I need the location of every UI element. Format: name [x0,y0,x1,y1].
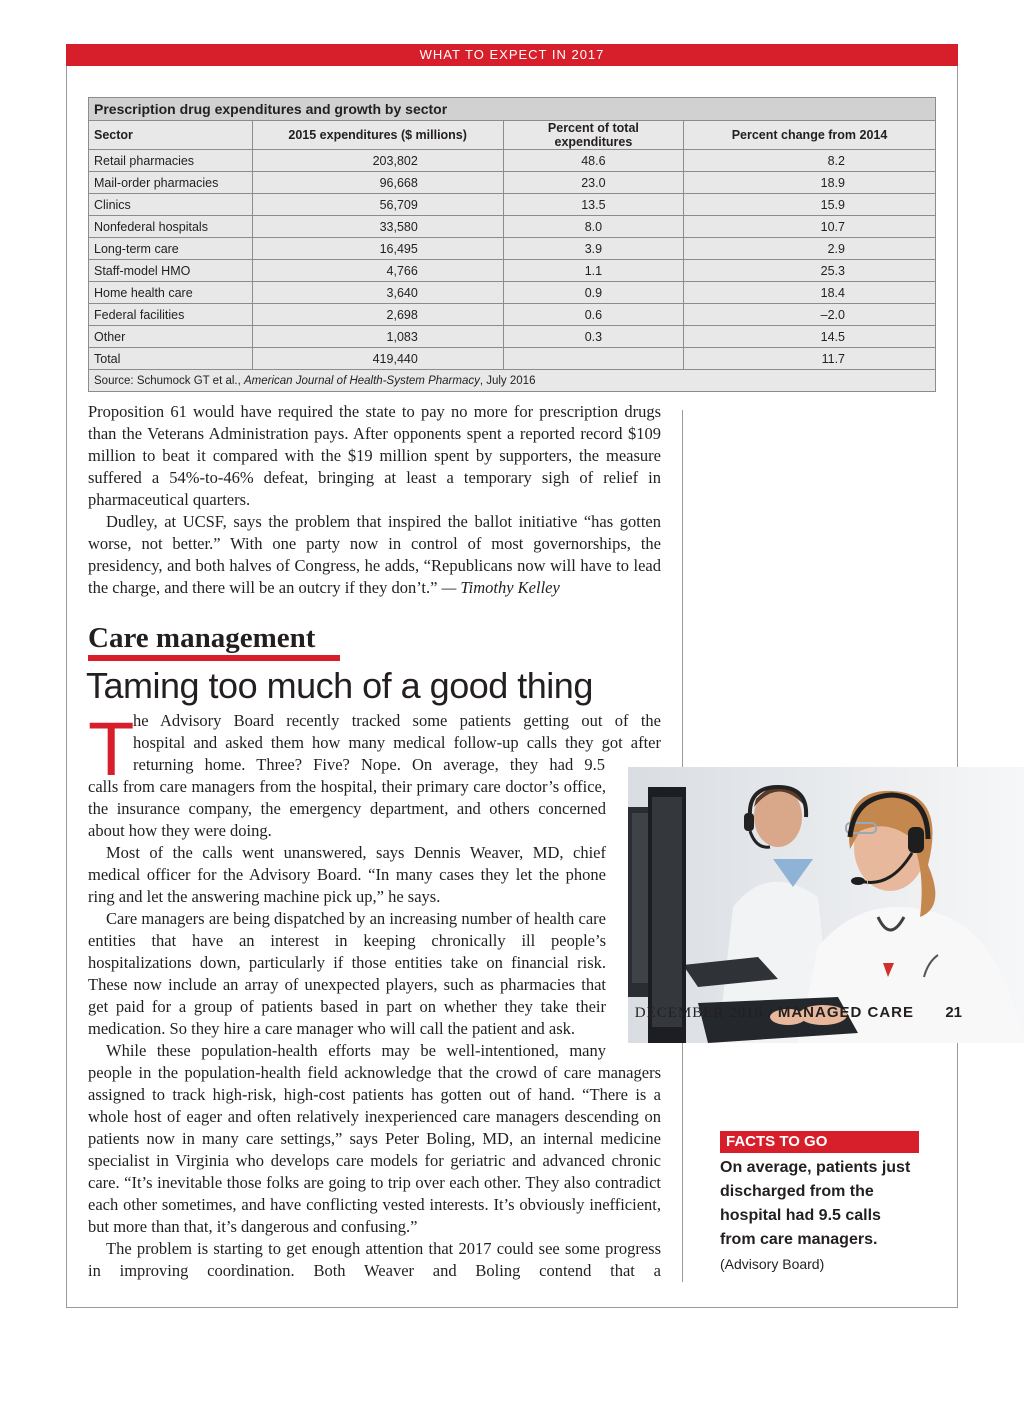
body-paragraph: people in the population-health field acknowledge that the crowd of care managers assigned to track high-risk, high-cost patients has gotten out of hand. “There is a whole host of eager and often relatively inexperienced care managers descending on patients now in many care settings,” says Peter Boling, MD, an internal medicine specialist in Virginia who develops care models for geriatric and advanced chronic care. “It’s inevitable those folks are going to trip over each other. They also contradict each other sometimes, and have conflicting vested interests. It’s obviously inefficient, but more than that, it’s dangerous and confusing.” [88,1063,661,1236]
section-title: Care management [88,622,316,654]
body-paragraph: Proposition 61 would have required the state to pay no more for prescription drugs than the Veterans Administration pays. After opponents spent a reported record $109 million to beat it compared with the $19 million spent by supporters, the measure suffered a 54%-to-46% defeat, bringing at least a temporary sigh of relief in pharmaceutical quarters. [88,402,661,509]
table-header-percent-change: Percent change from 2014 [684,121,936,150]
table-row: Clinics 56,709 13.5 15.9 [89,194,936,216]
body-paragraph: calls from care managers from the hospital, their primary care doctor’s office, the insurance company, the emergency department, and others concerned about how they were doing. [88,777,606,840]
table-row: Mail-order pharmacies 96,668 23.0 18.9 [89,172,936,194]
table-row: Staff-model HMO 4,766 1.1 25.3 [89,260,936,282]
footer-magazine: MANAGED CARE [777,1004,914,1021]
table-source: Source: Schumock GT et al., American Journal of Health-System Pharmacy, July 2016 [89,370,936,392]
article-body-wide [88,1062,661,1282]
care-managers-photo [628,767,1024,1043]
body-paragraph: Most of the calls went unanswered, says Dennis Weaver, MD, chief medical officer for the Advisory Board. “In many cases they let the phone ring and let the answering machine pick up,” he says. [88,843,606,906]
table-row: Retail pharmacies 203,802 48.6 8.2 [89,150,936,172]
body-paragraph: Care managers are being dispatched by an increasing number of health care entities that have an interest in keeping chronically ill people’s hospitalizations down, particularly if those entities take on financial risk. These now include an array of unexpected players, such as pharmacies that get paid for a group of patients based in part on whether they take their medication. So they hire a care manager who will call the patient and ask. [88,909,606,1038]
table-row: Long-term care 16,495 3.9 2.9 [89,238,936,260]
table-row-total: Total 419,440 11.7 [89,348,936,370]
call-center-illustration [628,767,1024,1043]
article-lead-lines: he Advisory Board recently tracked some patients getting out of the hospital and asked them how many medical follow-up calls they got after returning home. Three? Five? Nope. On average, they had 9.5 [133,711,661,774]
table-header-percent-total: Percent of total expenditures [503,121,683,150]
body-paragraph: While these population-health efforts may be well-intentioned, many [106,1041,606,1060]
expenditures-table [88,97,936,392]
article-headline: Taming too much of a good thing [86,665,593,706]
page-number: 21 [945,1004,962,1021]
facts-source: (Advisory Board) [720,1256,825,1272]
author-signature: — Timothy Kelley [441,578,560,597]
footer-date: DECEMBER 2016 / [634,1005,778,1021]
prop61-story [88,401,661,599]
table-row: Federal facilities 2,698 0.6 –2.0 [89,304,936,326]
page-footer [0,1004,1024,1026]
table-row: Nonfederal hospitals 33,580 8.0 10.7 [89,216,936,238]
table-header-sector: Sector [89,121,253,150]
table-row: Home health care 3,640 0.9 18.4 [89,282,936,304]
section-banner: WHAT TO EXPECT IN 2017 [66,44,958,66]
facts-to-go-text: On average, patients just discharged from the hospital had 9.5 calls from care managers. (Advisory Board) [720,1159,911,1272]
table-header-expenditures: 2015 expenditures ($ millions) [252,121,503,150]
table-row: Other 1,083 0.3 14.5 [89,326,936,348]
facts-to-go-label: FACTS TO GO [720,1131,919,1153]
body-paragraph: Dudley, at UCSF, says the problem that inspired the ballot initiative “has gotten worse, not better.” With one party now in control of most governorships, the presidency, and both halves of Congress, he adds, “Republicans now will have to lead the charge, and there will be an outcry if they don’t.” — Timothy Kelley [88,512,661,597]
table-title: Prescription drug expenditures and growth by sector [89,98,936,121]
section-underline [88,655,340,661]
drop-cap: T [88,707,135,792]
body-paragraph: The problem is starting to get enough attention that 2017 could see some progress in improving coordination. Both Weaver and Boling contend that a [88,1239,661,1280]
